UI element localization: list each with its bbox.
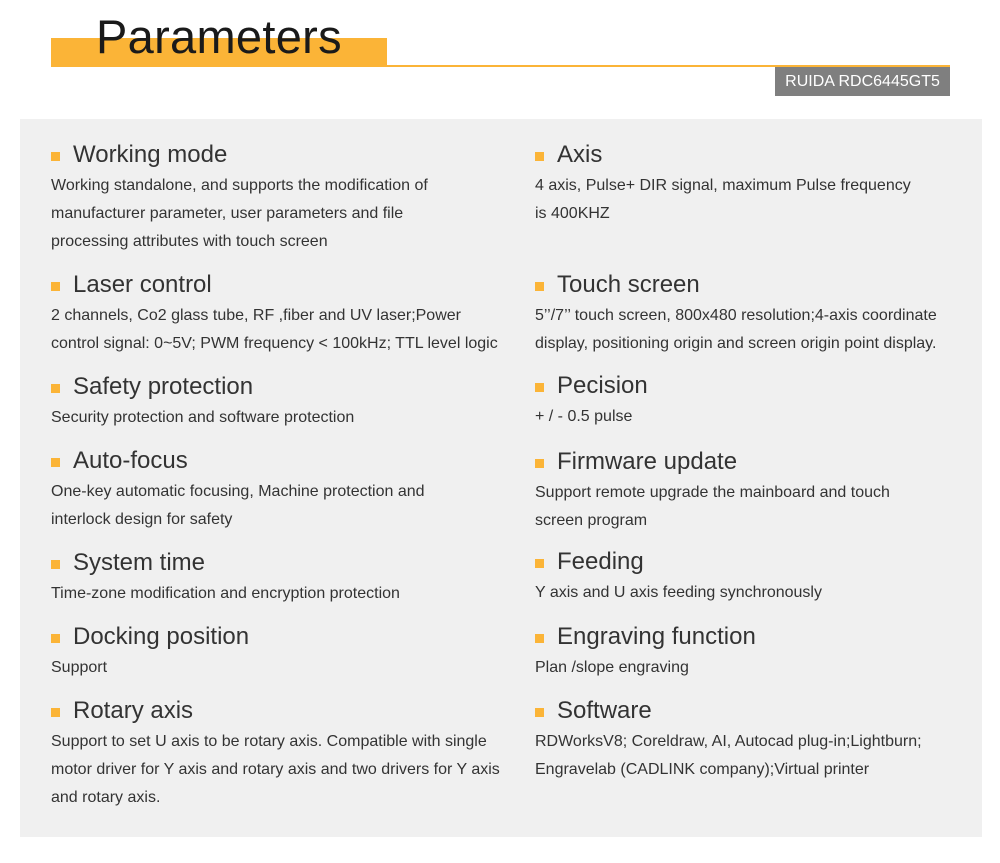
param-title: System time [73, 549, 206, 576]
param-title: Auto-focus [73, 447, 188, 474]
param-touch-screen [535, 270, 975, 358]
param-engraving-function [535, 622, 995, 682]
bullet-icon [535, 152, 544, 161]
param-pecision [535, 371, 995, 431]
bullet-icon [535, 708, 544, 717]
parameters-panel [20, 119, 982, 837]
param-laser-control [51, 270, 531, 358]
param-description: RDWorksV8; Coreldraw, AI, Autocad plug-in;Lightburn; Engravelab (CADLINK company);Virtual printer [535, 733, 922, 778]
param-title: Firmware update [557, 448, 738, 475]
param-description: Support to set U axis to be rotary axis. Compatible with single motor driver for Y axis and rotary axis and two drivers for Y axis and rotary axis. [51, 733, 500, 806]
param-description: 4 axis, Pulse+ DIR signal, maximum Pulse frequency is 400KHZ [535, 177, 911, 222]
bullet-icon [51, 152, 60, 161]
param-feeding [535, 547, 995, 607]
bullet-icon [535, 559, 544, 568]
param-title: Working mode [73, 141, 228, 168]
param-description: Plan /slope engraving [535, 659, 689, 676]
param-system-time [51, 548, 511, 608]
param-description: Security protection and software protection [51, 409, 355, 426]
param-working-mode [51, 140, 511, 256]
param-title: Software [557, 697, 652, 724]
page-title: Parameters [96, 10, 342, 63]
bullet-icon [535, 634, 544, 643]
param-title: Pecision [557, 372, 648, 399]
param-title: Axis [557, 141, 603, 168]
param-title: Engraving function [557, 623, 756, 650]
param-rotary-axis [51, 696, 531, 812]
param-description: Y axis and U axis feeding synchronously [535, 584, 822, 601]
param-description: 2 channels, Co2 glass tube, RF ,fiber and UV laser;Power control signal: 0~5V; PWM frequency < 100kHz; TTL level logic [51, 307, 498, 352]
bullet-icon [535, 282, 544, 291]
bullet-icon [535, 459, 544, 468]
param-description: Working standalone, and supports the modification of manufacturer parameter, user parameters and file processing attributes with touch screen [51, 177, 428, 250]
param-description: 5’’/7’’ touch screen, 800x480 resolution;4-axis coordinate display, positioning origin and screen origin point display. [535, 307, 937, 352]
param-axis [535, 140, 995, 228]
bullet-icon [51, 458, 60, 467]
param-title: Laser control [73, 271, 212, 298]
param-title: Docking position [73, 623, 250, 650]
param-firmware-update [535, 447, 995, 535]
bullet-icon [51, 560, 60, 569]
param-title: Touch screen [557, 271, 700, 298]
param-title: Safety protection [73, 373, 254, 400]
param-description: Support remote upgrade the mainboard and touch screen program [535, 484, 890, 529]
param-auto-focus [51, 446, 511, 534]
bullet-icon [51, 634, 60, 643]
param-software [535, 696, 995, 784]
param-description: Support [51, 659, 108, 676]
param-title: Feeding [557, 548, 644, 575]
param-description: + / - 0.5 pulse [535, 408, 633, 425]
page-header [0, 0, 1000, 110]
bullet-icon [535, 383, 544, 392]
param-description: Time-zone modification and encryption protection [51, 585, 400, 602]
bullet-icon [51, 708, 60, 717]
bullet-icon [51, 384, 60, 393]
param-safety-protection [51, 372, 511, 432]
param-title: Rotary axis [73, 697, 194, 724]
param-description: One-key automatic focusing, Machine protection and interlock design for safety [51, 483, 425, 528]
param-docking-position [51, 622, 511, 682]
model-badge: RUIDA RDC6445GT5 [775, 67, 950, 96]
bullet-icon [51, 282, 60, 291]
